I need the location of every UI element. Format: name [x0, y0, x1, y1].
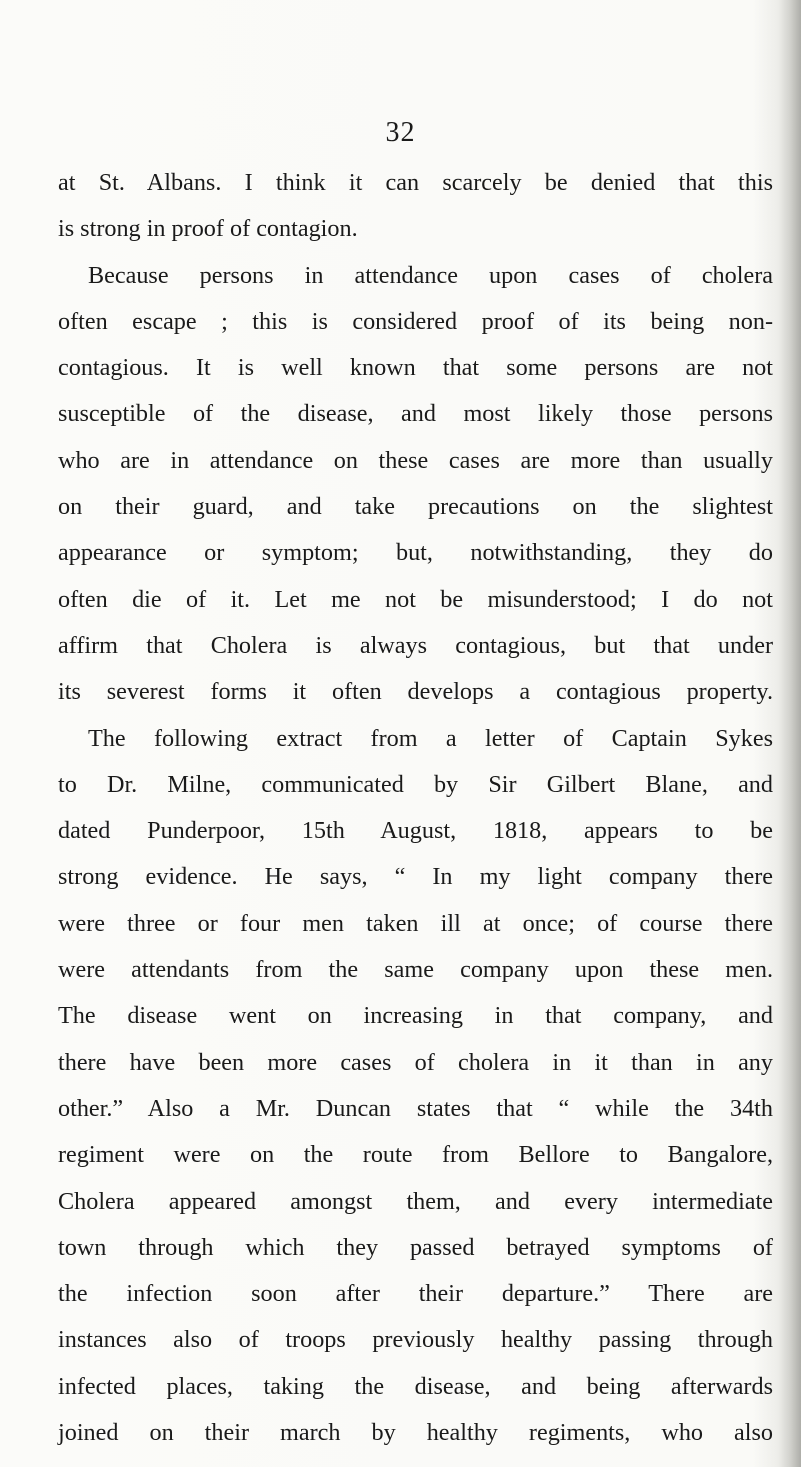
text-line-14: to Dr. Milne, communicated by Sir Gilbert Blane, and: [58, 770, 773, 798]
text-line-23: Cholera appeared amongst them, and every intermediate: [58, 1187, 773, 1215]
page-number: 32: [385, 117, 416, 148]
text-line-6: susceptible of the disease, and most likely those persons: [58, 400, 773, 428]
text-line-24: town through which they passed betrayed symptoms of: [58, 1233, 773, 1261]
text-line-8: on their guard, and take precautions on the slightest: [58, 493, 773, 521]
page-edge-shadow: [779, 0, 801, 1467]
text-line-3: Because persons in attendance upon cases of cholera: [88, 261, 773, 289]
text-line-28: joined on their march by healthy regiments, who also: [58, 1419, 773, 1447]
text-line-13: The following extract from a letter of Captain Sykes: [88, 724, 773, 752]
text-line-27: infected places, taking the disease, and being afterwards: [58, 1372, 773, 1400]
text-line-11: affirm that Cholera is always contagious, but that under: [58, 631, 773, 659]
text-line-10: often die of it. Let me not be misunderstood; I do not: [58, 585, 773, 613]
text-line-18: were attendants from the same company upon these men.: [58, 956, 773, 984]
text-line-2: is strong in proof of contagion.: [58, 215, 358, 243]
text-line-5: contagious. It is well known that some persons are not: [58, 354, 773, 382]
text-line-17: were three or four men taken ill at once; of course there: [58, 909, 773, 937]
body-text: [58, 160, 773, 1456]
text-line-22: regiment were on the route from Bellore to Bangalore,: [58, 1141, 773, 1169]
text-line-21: other.” Also a Mr. Duncan states that “ while the 34th: [58, 1094, 773, 1122]
text-line-20: there have been more cases of cholera in it than in any: [58, 1048, 773, 1076]
text-line-19: The disease went on increasing in that company, and: [58, 1002, 773, 1030]
text-line-1: at St. Albans. I think it can scarcely be denied that this: [58, 169, 773, 196]
text-line-7: who are in attendance on these cases are more than usually: [58, 446, 773, 474]
text-line-12: its severest forms it often develops a contagious property.: [58, 678, 773, 706]
text-line-4: often escape ; this is considered proof of its being non-: [58, 307, 773, 335]
text-line-9: appearance or symptom; but, notwithstanding, they do: [58, 539, 773, 567]
text-line-16: strong evidence. He says, “ In my light company there: [58, 863, 773, 891]
text-line-25: the infection soon after their departure.” There are: [58, 1280, 773, 1308]
text-line-15: dated Punderpoor, 15th August, 1818, appears to be: [58, 817, 773, 845]
text-line-26: instances also of troops previously healthy passing through: [58, 1326, 773, 1354]
